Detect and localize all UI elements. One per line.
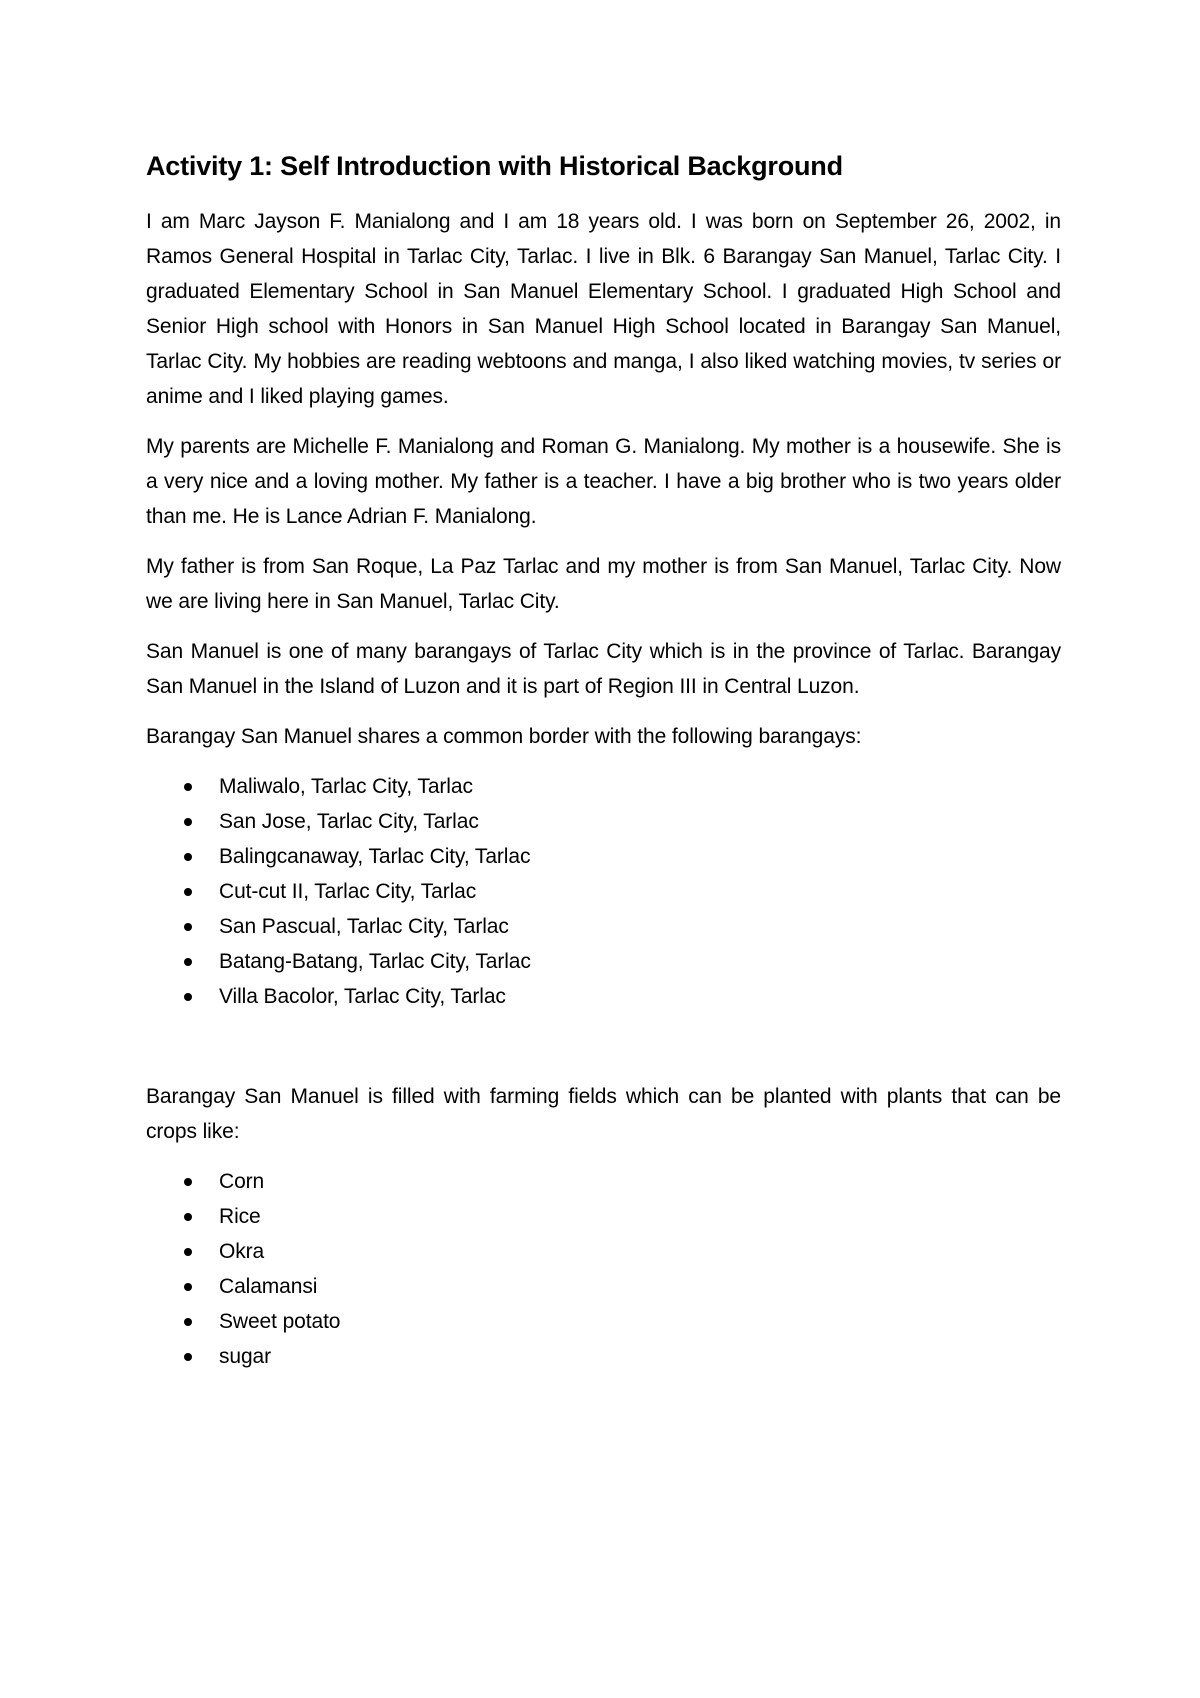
bullet-icon (184, 1248, 192, 1256)
bullet-icon (184, 1318, 192, 1326)
list-item-text: sugar (219, 1345, 272, 1368)
bullet-icon (184, 1178, 192, 1186)
list-item (146, 1199, 1061, 1234)
list-item-text: Cut-cut II, Tarlac City, Tarlac (219, 880, 477, 903)
bullet-icon (184, 853, 192, 861)
bullet-icon (184, 818, 192, 826)
bullet-icon (184, 1283, 192, 1291)
crops-list (146, 1164, 1061, 1374)
list-item-text: Calamansi (219, 1275, 318, 1298)
list-item-text: Balingcanaway, Tarlac City, Tarlac (219, 845, 531, 868)
bullet-icon (184, 1213, 192, 1221)
paragraph-self-introduction: I am Marc Jayson F. Manialong and I am 18 years old. I was born on September 26, 2002, in Ramos General Hospital in Tarlac City, Tarlac. I live in Blk. 6 Barangay San Manuel, Tarlac City. I graduated Elementary School in San Manuel Elementary School. I graduated High School and Senior High school with Honors in San Manuel High School located in Barangay San Manuel, Tarlac City. My hobbies are reading webtoons and manga, I also liked watching movies, tv series or anime and I liked playing games. (146, 210, 1061, 408)
list-item (146, 1234, 1061, 1269)
bullet-icon (184, 783, 192, 791)
bullet-icon (184, 993, 192, 1001)
bullet-icon (184, 1353, 192, 1361)
list-item (146, 1269, 1061, 1304)
list-item (146, 1164, 1061, 1199)
list-item (146, 909, 1061, 944)
bullet-icon (184, 888, 192, 896)
list-item (146, 979, 1061, 1014)
list-item (146, 769, 1061, 804)
list-item (146, 1339, 1061, 1374)
paragraph-family: My parents are Michelle F. Manialong and Roman G. Manialong. My mother is a housewife. She is a very nice and a loving mother. My father is a teacher. I have a big brother who is two years older than me. He is Lance Adrian F. Manialong. (146, 435, 1061, 528)
barangay-border-list (146, 769, 1061, 1014)
list-item-text: Maliwalo, Tarlac City, Tarlac (219, 775, 473, 798)
list-item-text: San Jose, Tarlac City, Tarlac (219, 810, 479, 833)
bullet-icon (184, 958, 192, 966)
list-item (146, 944, 1061, 979)
list-item-text: San Pascual, Tarlac City, Tarlac (219, 915, 509, 938)
list-item-text: Corn (219, 1170, 265, 1193)
paragraph-crops-intro: Barangay San Manuel is filled with farming fields which can be planted with plants that can be crops like: (146, 1085, 1061, 1143)
bullet-icon (184, 923, 192, 931)
list-item (146, 804, 1061, 839)
list-item-text: Sweet potato (219, 1310, 341, 1333)
paragraph-parents-origin: My father is from San Roque, La Paz Tarlac and my mother is from San Manuel, Tarlac City. Now we are living here in San Manuel, Tarlac City. (146, 555, 1061, 613)
list-item (146, 1304, 1061, 1339)
list-item-text: Villa Bacolor, Tarlac City, Tarlac (219, 985, 506, 1008)
list-item-text: Batang-Batang, Tarlac City, Tarlac (219, 950, 531, 973)
paragraph-borders-intro: Barangay San Manuel shares a common border with the following barangays: (146, 725, 862, 748)
spacer (146, 1014, 1061, 1079)
list-item (146, 839, 1061, 874)
document-body (146, 146, 1061, 1374)
paragraph-barangay-location: San Manuel is one of many barangays of Tarlac City which is in the province of Tarlac. Barangay San Manuel in the Island of Luzon and it is part of Region III in Central Luzon. (146, 640, 1061, 698)
list-item (146, 874, 1061, 909)
document-title: Activity 1: Self Introduction with Historical Background (146, 151, 843, 181)
list-item-text: Rice (219, 1205, 261, 1228)
list-item-text: Okra (219, 1240, 265, 1263)
